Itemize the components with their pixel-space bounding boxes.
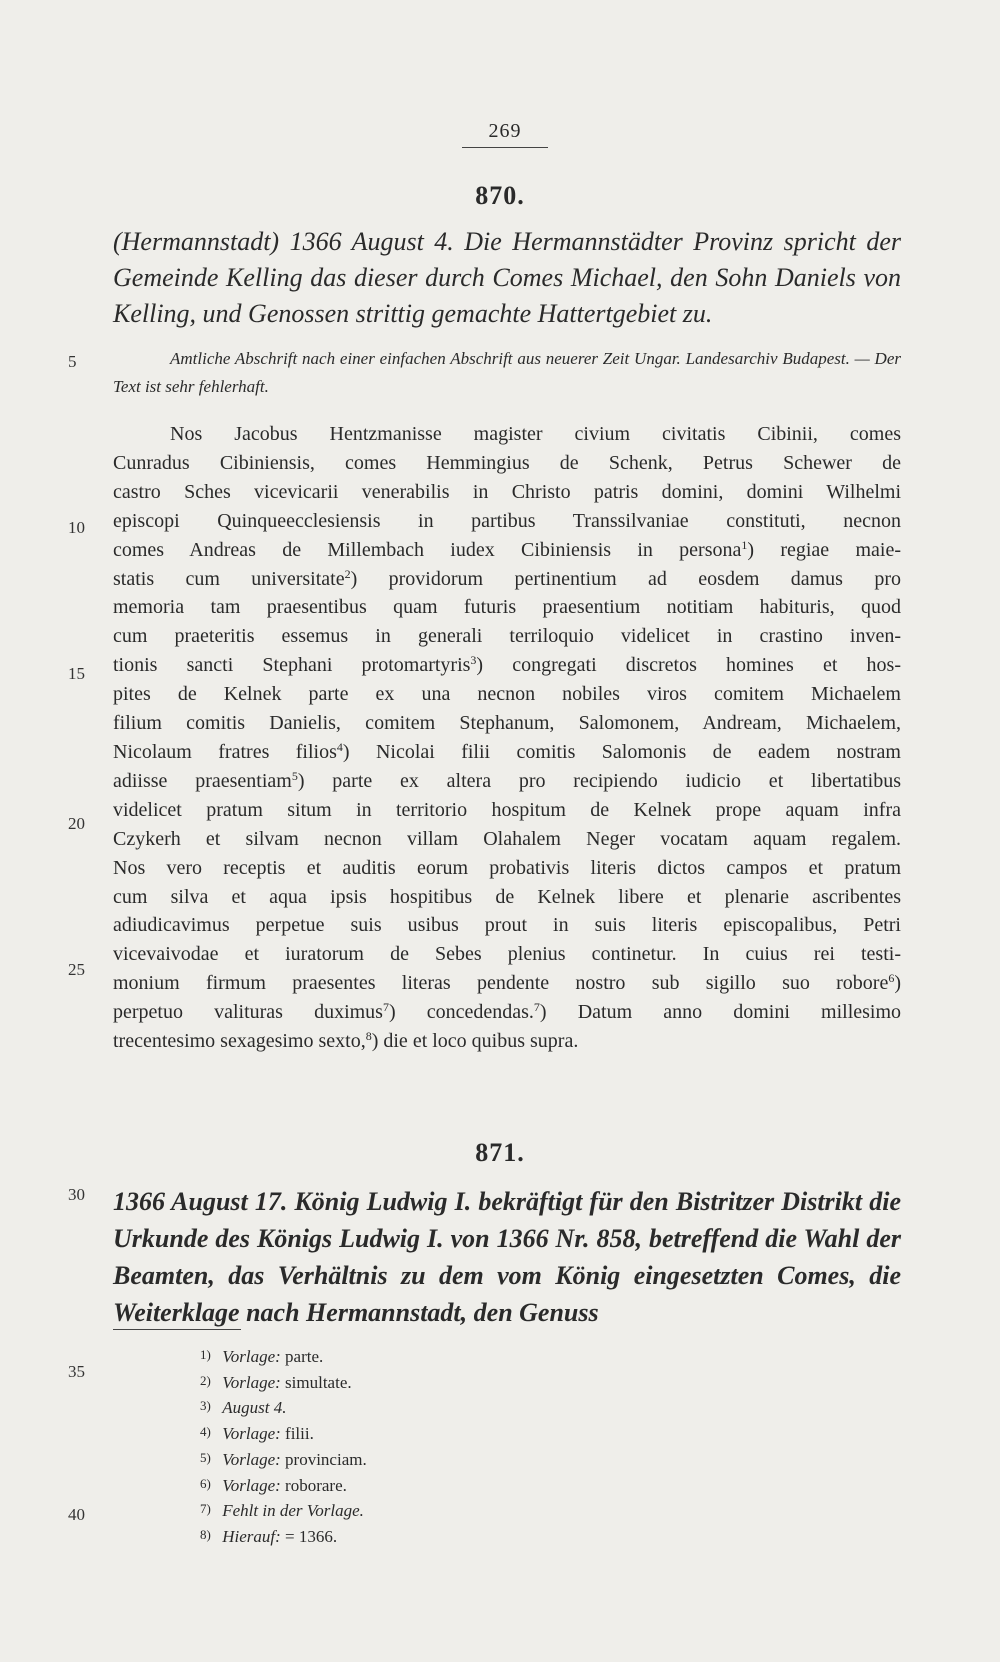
footnote	[200, 1394, 600, 1420]
text-line: cum silva et aqua ipsis hospitibus de Kelnek libere et plenarie ascribentes	[113, 885, 901, 908]
text-line: tionis sancti Stephani protomartyris$^3$) congregati discretos homines et hos-	[113, 653, 901, 677]
source-note-870: Amtliche Abschrift nach einer einfachen Abschrift aus neuerer Zeit Ungar. Landesarchiv Budapest. — Der Text ist sehr fehlerhaft.	[113, 349, 901, 396]
text-line: Nos vero receptis et auditis eorum probativis literis dictos campos et pratum	[113, 856, 901, 879]
text-line: statis cum universitate$^2$) providorum pertinentium ad eosdem damus pro	[113, 566, 901, 590]
text-line: comes Andreas de Millembach iudex Cibiniensis in persona$^1$) regiae maie-	[113, 537, 901, 561]
footnote-text: = 1366.	[285, 1526, 338, 1546]
footnote	[200, 1497, 600, 1523]
line-number: 35	[68, 1362, 85, 1381]
footnote-marker: 3)	[200, 1398, 211, 1414]
footnote-label: Vorlage:	[222, 1424, 281, 1444]
footnote-label: Vorlage:	[222, 1449, 281, 1469]
text-line: Nicolaum fratres filios$^4$) Nicolai filii comitis Salomonis de eadem nostram	[113, 739, 901, 763]
footnote-mark: 6	[888, 971, 895, 986]
line-number: 30	[68, 1185, 85, 1204]
footnote-text: parte.	[285, 1347, 324, 1366]
text-line: memoria tam praesentibus quam futuris praesentium notitiam habituris, quod	[113, 596, 901, 619]
line-number: 25	[68, 960, 85, 979]
text-line: videlicet pratum situm in territorio hospitum de Kelnek prope aquam infra	[113, 798, 901, 821]
footnote-text: roborare.	[285, 1475, 347, 1495]
footnote	[200, 1420, 600, 1446]
line-number: 15	[68, 664, 85, 683]
footnote-mark: 2	[344, 566, 351, 581]
footnote-mark: 8	[365, 1029, 372, 1044]
footnote	[200, 1523, 600, 1549]
document-number-870: 870.	[475, 181, 525, 210]
footnote-marker: 5)	[200, 1449, 211, 1465]
text-line: castro Sches vicevicarii venerabilis in Christo patris domini, domini Wilhelmi	[113, 480, 901, 503]
footnote-marker: 2)	[200, 1372, 211, 1388]
footnote	[200, 1472, 600, 1498]
text-line: cum praeteritis essemus in generali terriloquio videlicet in crastino inven-	[113, 625, 901, 648]
text-line: trecentesimo sexagesimo sexto,$^8$) die et loco quibus supra.	[113, 1029, 579, 1053]
footnote-label: Vorlage:	[222, 1475, 281, 1495]
footnote-marker: 4)	[200, 1424, 211, 1440]
text-line: episcopi Quinqueecclesiensis in partibus Transsilvaniae constituti, necnon	[113, 509, 901, 532]
footnote-mark: 1	[741, 537, 748, 552]
footnote	[200, 1369, 600, 1395]
footnote-marker: 8)	[200, 1526, 211, 1542]
text-line: filium comitis Danielis, comitem Stephanum, Salomonem, Andream, Michaelem,	[113, 712, 901, 735]
regest-871: 1366 August 17. König Ludwig I. bekräftigt für den Bistritzer Distrikt die Urkunde des Königs Ludwig I. von 1366 Nr. 858, betreffend die Wahl der Beamten, das Verhältnis zu dem vom König eingesetzten Comes, die Weiterklage nach Hermannstadt, den Genuss	[113, 1187, 901, 1327]
footnote-text: provinciam.	[285, 1449, 367, 1469]
footnote-marker: 1)	[200, 1347, 211, 1362]
footnote-mark: 7	[382, 1000, 389, 1015]
text-line: Nos Jacobus Hentzmanisse magister civium civitatis Cibinii, comes	[170, 423, 901, 445]
text-line: adiisse praesentiam$^5$) parte ex altera pro recipiendo iudicio et libertatibus	[113, 768, 902, 792]
footnote-text: simultate.	[285, 1372, 352, 1392]
document-text-870	[113, 420, 901, 1056]
line-number: 5	[68, 352, 77, 371]
document-number-871: 871.	[475, 1138, 525, 1167]
text-line: vicevaivodae et iuratorum de Sebes plenius continetur. In cuius rei testi-	[113, 943, 901, 966]
footnotes	[200, 1343, 600, 1549]
footnote-mark: 4	[336, 739, 343, 754]
text-line: Czykerh et silvam necnon villam Olahalem Neger vocatam aquam regalem.	[113, 827, 901, 850]
footnote-label: Vorlage:	[222, 1347, 281, 1366]
regest-870: (Hermannstadt) 1366 August 4. Die Hermannstädter Provinz spricht der Gemeinde Kelling das dieser durch Comes Michael, den Sohn Daniels von Kelling, und Genossen strittig gemachte Hattertgebiet zu.	[113, 227, 901, 328]
text-line: monium firmum praesentes literas pendente nostro sub sigillo suo robore$^6$)	[113, 971, 901, 995]
text-line: Cunradus Cibiniensis, comes Hemmingius de Schenk, Petrus Schewer de	[113, 451, 901, 474]
footnote-text: filii.	[285, 1424, 314, 1444]
footnote-label: August 4.	[222, 1398, 287, 1418]
text-line: pites de Kelnek parte ex una necnon nobiles viros comitem Michaelem	[113, 683, 901, 706]
page-number-rule	[462, 147, 548, 148]
footnote-marker: 7)	[200, 1501, 211, 1517]
footnote-label: Vorlage:	[222, 1372, 281, 1392]
footnote-mark: 5	[291, 768, 298, 783]
line-number: 40	[68, 1505, 85, 1524]
footnote-rule	[113, 1329, 241, 1330]
footnote-label: Fehlt in der Vorlage.	[222, 1501, 364, 1521]
footnote-label: Hierauf:	[222, 1526, 281, 1546]
line-number: 20	[68, 814, 85, 833]
footnote	[200, 1446, 600, 1472]
footnote-mark: 7	[533, 1000, 540, 1015]
text-line: adiudicavimus perpetue suis usibus prout in suis literis episcopalibus, Petri	[113, 914, 901, 937]
footnote	[200, 1343, 600, 1369]
footnote-mark: 3	[470, 653, 477, 668]
line-number: 10	[68, 518, 85, 537]
footnote-marker: 6)	[200, 1475, 211, 1491]
text-line: perpetuo valituras duximus$^7$) concedendas.$^7$) Datum anno domini millesimo	[113, 1000, 902, 1024]
page-number: 269	[488, 120, 522, 142]
